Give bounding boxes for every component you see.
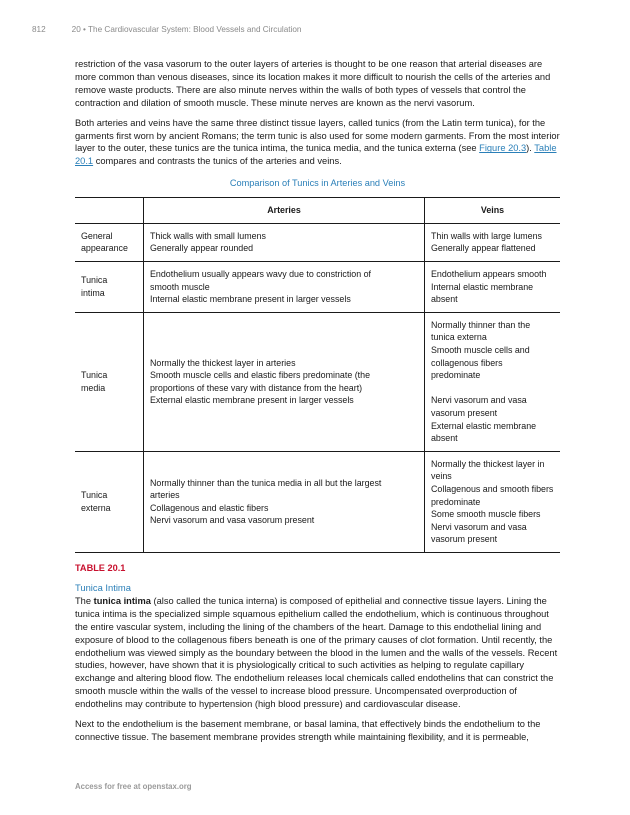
arteries-cell — [144, 312, 425, 451]
cell-line: General — [81, 230, 113, 241]
paragraph-basement-membrane: Next to the endothelium is the basement membrane, or basal lamina, that effectively binds the endothelium to the connective tissue. The basement membrane provides strength while maintaining flexibility, and it is permeable, — [75, 719, 541, 742]
table-header-row — [75, 198, 560, 224]
header-cell-arteries: Arteries — [144, 198, 425, 224]
cell-line: tunica externa — [431, 332, 487, 343]
row-label-cell — [75, 451, 144, 552]
row-label-cell — [75, 223, 144, 261]
tunics-comparison-table — [75, 197, 560, 553]
veins-cell — [425, 223, 561, 261]
veins-cell — [425, 312, 561, 451]
cell-line: Thin walls with large lumens — [431, 230, 542, 241]
cell-line: Normally thinner than the — [431, 319, 531, 330]
cell-line: absent — [431, 433, 458, 444]
table-label: TABLE 20.1 — [75, 562, 126, 573]
cell-line: Generally appear rounded — [150, 243, 254, 254]
cell-line: media — [81, 382, 106, 393]
row-label-cell — [75, 262, 144, 313]
cell-line: Internal elastic membrane present in larger vessels — [150, 294, 351, 305]
arteries-cell — [144, 223, 425, 261]
table-body — [75, 223, 560, 552]
cell-line: Collagenous and smooth fibers — [431, 483, 554, 494]
paragraph-text: ). — [526, 143, 535, 154]
cell-line: appearance — [81, 243, 128, 254]
cell-line: Thick walls with small lumens — [150, 230, 266, 241]
cell-line: collagenous fibers predominate — [431, 357, 503, 381]
cell-line: Nervi vasorum and vasa vasorum present — [150, 515, 315, 526]
table-row — [75, 262, 560, 313]
cell-line: vasorum present — [431, 407, 498, 418]
paragraph-tunica-intima — [75, 595, 560, 711]
table-link[interactable]: Table 20.1 — [75, 143, 557, 167]
cell-line: proportions of these vary with distance from the heart) — [150, 382, 363, 393]
cell-line: vasorum present — [431, 534, 498, 545]
arteries-cell — [144, 451, 425, 552]
cell-line: Endothelium appears smooth — [431, 269, 547, 280]
cell-line: absent — [431, 294, 458, 305]
arteries-cell — [144, 262, 425, 313]
cell-line: Tunica — [81, 490, 108, 501]
running-title: 20 • The Cardiovascular System: Blood Vessels and Circulation — [71, 25, 302, 34]
paragraph-text: The — [75, 595, 94, 606]
paragraph-text: Both arteries and veins have the same three distinct tissue layers, called tunics (from the Latin term tunica), for the garments first worn by ancient Romans; the term tunic is also used for some modern garments. From the most interior layer to the outer, these tunics are the tunica intima, the tunica media, and the tunica externa (see — [75, 117, 560, 154]
cell-line: predominate — [431, 496, 481, 507]
paragraph-text: (also called the tunica interna) is composed of epithelial and connective tissue layers. Lining the tunica intima is the specialized simple squamous epithelium called the endothelium, which is continuous throughout the entire vascular system, including the lining of the chambers of the heart. Damage to this endothelial lining and exposure of blood to the collagenous fibers beneath is one of the primary causes of clot formation. Until recently, the endothelium was viewed simply as the boundary between the blood in the lumen and the walls of the vessels. Recent studies, however, have shown that it is physiologically critical to such activities as helping to regulate capillary exchange and altering blood flow. The endothelium releases local chemicals called endothelins that can constrict the smooth muscle within the walls of the vessel to increase blood pressure. Uncompensated overproduction of endothelins may contribute to hypertension (high blood pressure) and cardiovascular disease. — [75, 595, 558, 710]
cell-line: Generally appear flattened — [431, 243, 536, 254]
cell-line: Smooth muscle cells and elastic fibers predominate (the — [150, 370, 371, 381]
cell-line: Smooth muscle cells and — [431, 345, 530, 355]
table-row — [75, 451, 560, 552]
cell-line: Endothelium usually appears wavy due to constriction of — [150, 269, 372, 280]
table-row — [75, 223, 560, 261]
page-footer: Access for free at openstax.org — [75, 782, 192, 791]
cell-line: arteries — [150, 490, 180, 501]
cell-line: Internal elastic membrane — [431, 281, 534, 292]
cell-line: intima — [81, 287, 105, 298]
paragraph-text: compares and contrasts the tunics of the arteries and veins. — [93, 156, 342, 167]
cell-line: Normally thinner than the tunica media in all but the largest — [150, 477, 382, 488]
cell-line: Tunica — [81, 275, 108, 286]
paragraph-vasa-vasorum: restriction of the vasa vasorum to the outer layers of arteries is thought to be one reason that arterial diseases are more common than venous diseases, since its location makes it more difficult to nourish the cells of the arteries and remove waste products. There are also minute nerves within the walls of both types of vessels that control the contraction and dilation of smooth muscle. These minute nerves are known as the nervi vasorum. — [75, 59, 551, 108]
veins-cell — [425, 262, 561, 313]
cell-line: Normally the thickest layer in arteries — [150, 357, 296, 368]
cell-line: Collagenous and elastic fibers — [150, 502, 269, 513]
page-number: 812 — [32, 25, 46, 34]
paragraph-tunics — [75, 117, 560, 169]
header-cell-veins: Veins — [425, 198, 561, 224]
veins-cell — [425, 451, 561, 552]
cell-line: Nervi vasorum and vasa — [431, 395, 527, 406]
cell-line: veins — [431, 471, 452, 482]
cell-line: Some smooth muscle fibers — [431, 509, 541, 520]
figure-link[interactable]: Figure 20.3 — [479, 143, 527, 154]
line-spacer — [431, 382, 554, 395]
cell-line: Tunica — [81, 370, 108, 381]
running-header — [32, 25, 301, 34]
cell-line: External elastic membrane — [431, 420, 537, 431]
page-content — [75, 58, 560, 751]
cell-line: Nervi vasorum and vasa — [431, 521, 527, 532]
cell-line: smooth muscle — [150, 281, 210, 292]
header-cell-empty — [75, 198, 144, 224]
key-term: tunica intima — [93, 595, 151, 606]
row-label-cell — [75, 312, 144, 451]
cell-line: Normally the thickest layer in — [431, 458, 545, 469]
section-heading: Tunica Intima — [75, 581, 131, 593]
cell-line: externa — [81, 502, 111, 513]
table-row — [75, 312, 560, 451]
cell-line: External elastic membrane present in larger vessels — [150, 395, 354, 406]
table-title: Comparison of Tunics in Arteries and Veins — [229, 178, 406, 189]
